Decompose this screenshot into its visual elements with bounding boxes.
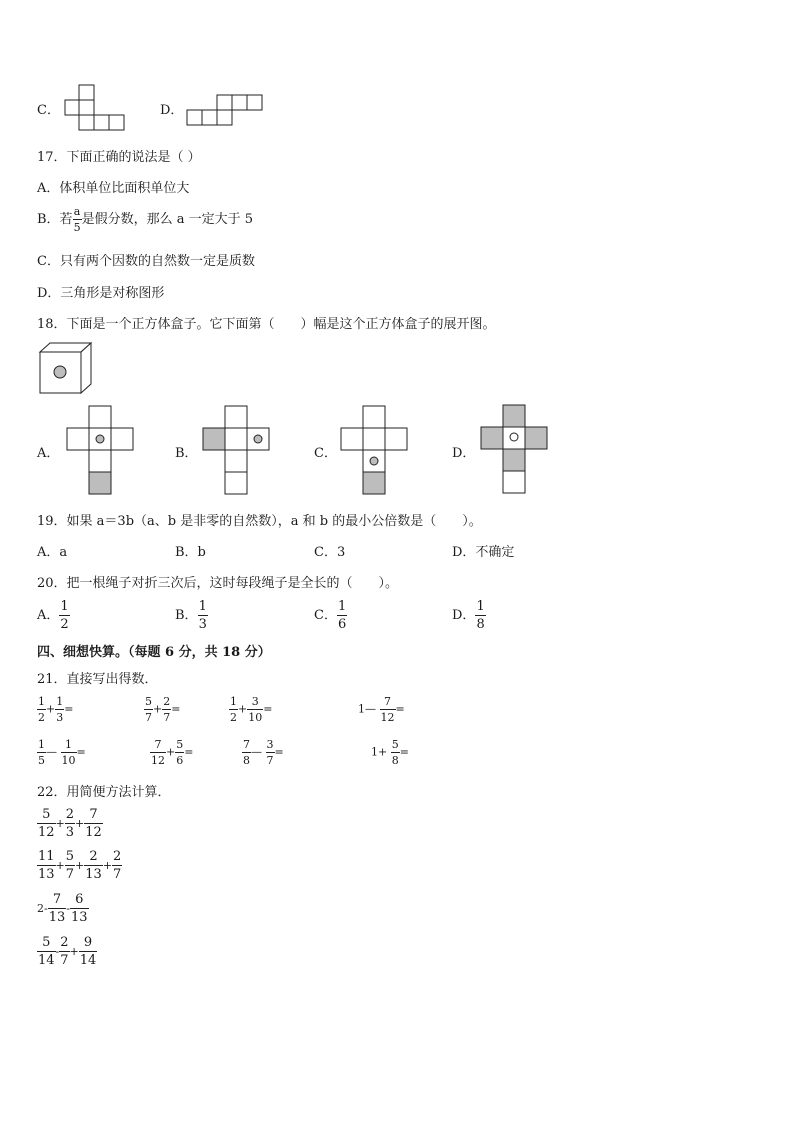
q19-option-c: C．3 [314,545,346,560]
q17-option-b [37,206,253,233]
q21-expr-3 [229,696,272,723]
fraction: $\frac{3}{10}$ [248,695,263,724]
q21-stem: 21．直接写出得数． [37,672,158,687]
q18-option-c-label: C． [314,446,337,461]
q18-option-a-net [66,405,136,497]
q22-row-1 [37,808,103,839]
q20-option-b [175,600,208,631]
q18-option-b-net [202,405,272,497]
q22-row-3 [37,893,89,924]
q16-option-d-net [186,94,264,128]
operator: + [55,817,65,830]
q16-option-d-label: D． [160,103,184,118]
fraction: $\frac{a}{5}$ [73,205,81,234]
q20-option-a [37,600,70,631]
q21-expr-6 [150,739,193,766]
operator: + [75,859,85,872]
q21-expr-8 [371,739,409,766]
operator: - [55,945,60,958]
q21-expr-1 [37,696,73,723]
q21-expr-7 [242,739,284,766]
q20-stem: 20．把一根绳子对折三次后，这时每段绳子是全长的（ ）。 [37,576,399,591]
fraction: $\frac{1}{2}$ [60,599,69,632]
option-label: D． [452,608,476,623]
q22-row-2 [37,850,122,881]
equals: = [76,745,86,759]
q16-option-c-net [64,84,126,132]
operator: 1+ [371,745,388,759]
option-label: A． [37,608,60,623]
equals: = [263,702,273,716]
fraction: $\frac{1}{2}$ [230,695,237,724]
fraction: $\frac{5}{14}$ [38,935,55,968]
equals: = [274,745,284,759]
q19-option-d: D．不确定 [452,545,515,560]
fraction: $\frac{7}{8}$ [243,738,250,767]
option-label: B． [175,608,198,623]
q21-expr-5 [37,739,86,766]
q17-b-pre: B．若 [37,212,73,227]
q19-stem: 19．如果 a＝3b（a、b 是非零的自然数），a 和 b 的最小公倍数是（ ）。 [37,514,482,529]
fraction: $\frac{7}{12}$ [85,807,102,840]
fraction: $\frac{3}{7}$ [266,738,274,767]
q19-option-b: B．b [175,545,206,560]
fraction: $\frac{5}{8}$ [391,738,399,767]
fraction: $\frac{7}{12}$ [151,738,165,767]
operator: + [102,859,113,872]
q18-option-c-net [340,405,410,497]
fraction: $\frac{1}{2}$ [38,695,45,724]
fraction: $\frac{5}{12}$ [38,807,55,840]
q19-option-a: A．a [37,545,68,560]
fraction: $\frac{5}{7}$ [65,849,75,882]
fraction: $\frac{2}{7}$ [163,695,171,724]
equals: = [399,745,409,759]
q18-option-d-net [480,404,550,496]
q21-expr-4 [358,696,405,723]
fraction: $\frac{1}{8}$ [476,599,485,632]
fraction: $\frac{7}{12}$ [380,695,395,724]
section-4-heading: 四、细想快算。（每题 6 分，共 18 分） [37,645,271,660]
equals: = [184,745,194,759]
fraction: $\frac{9}{14}$ [79,935,97,968]
q17-option-a: A．体积单位比面积单位大 [37,181,190,196]
fraction: $\frac{6}{13}$ [70,892,88,925]
operator: - [66,902,70,915]
q21-expr-2 [144,696,180,723]
fraction: $\frac{2}{3}$ [65,807,75,840]
operator: + [238,702,248,716]
fraction: $\frac{5}{7}$ [145,695,152,724]
equals: = [395,702,405,716]
fraction: $\frac{5}{6}$ [176,738,184,767]
operator: + [55,859,65,872]
operator: + [69,945,79,958]
q20-option-c [314,600,347,631]
q16-option-c-label: C． [37,103,60,118]
fraction: $\frac{1}{10}$ [61,738,76,767]
operator: 1— [358,702,376,716]
q17-option-c: C．只有两个因数的自然数一定是质数 [37,254,255,269]
fraction: $\frac{1}{5}$ [38,738,45,767]
q18-stem: 18．下面是一个正方体盒子。它下面第（ ）幅是这个正方体盒子的展开图。 [37,317,496,332]
q17-b-post: 是假分数，那么 a 一定大于 5 [81,212,253,227]
fraction: $\frac{1}{3}$ [56,695,64,724]
operator: + [153,702,163,716]
operator: + [75,817,85,830]
fraction: $\frac{7}{13}$ [48,892,66,925]
fraction: $\frac{1}{3}$ [198,599,207,632]
q22-row-4 [37,936,97,967]
fraction: $\frac{11}{13}$ [38,849,55,882]
q18-option-a-label: A． [37,446,60,461]
fraction: $\frac{2}{7}$ [60,935,69,968]
fraction: $\frac{1}{6}$ [337,599,347,632]
q17-stem: 17．下面正确的说法是（ ） [37,150,201,165]
q20-option-d [452,600,486,631]
q18-option-b-label: B． [175,446,198,461]
q18-option-d-label: D． [452,446,476,461]
fraction: $\frac{2}{13}$ [85,849,102,882]
q22-stem: 22．用简便方法计算． [37,785,171,800]
fraction: $\frac{2}{7}$ [113,849,122,882]
q17-option-d: D．三角形是对称图形 [37,286,165,301]
operator: — [251,745,262,759]
operator: + [166,745,176,759]
cube-box-figure [38,342,94,396]
equals: = [64,702,74,716]
operator: + [46,702,56,716]
operator: — [46,745,57,759]
equals: = [171,702,181,716]
option-label: C． [314,608,337,623]
operator: 2- [37,902,48,915]
